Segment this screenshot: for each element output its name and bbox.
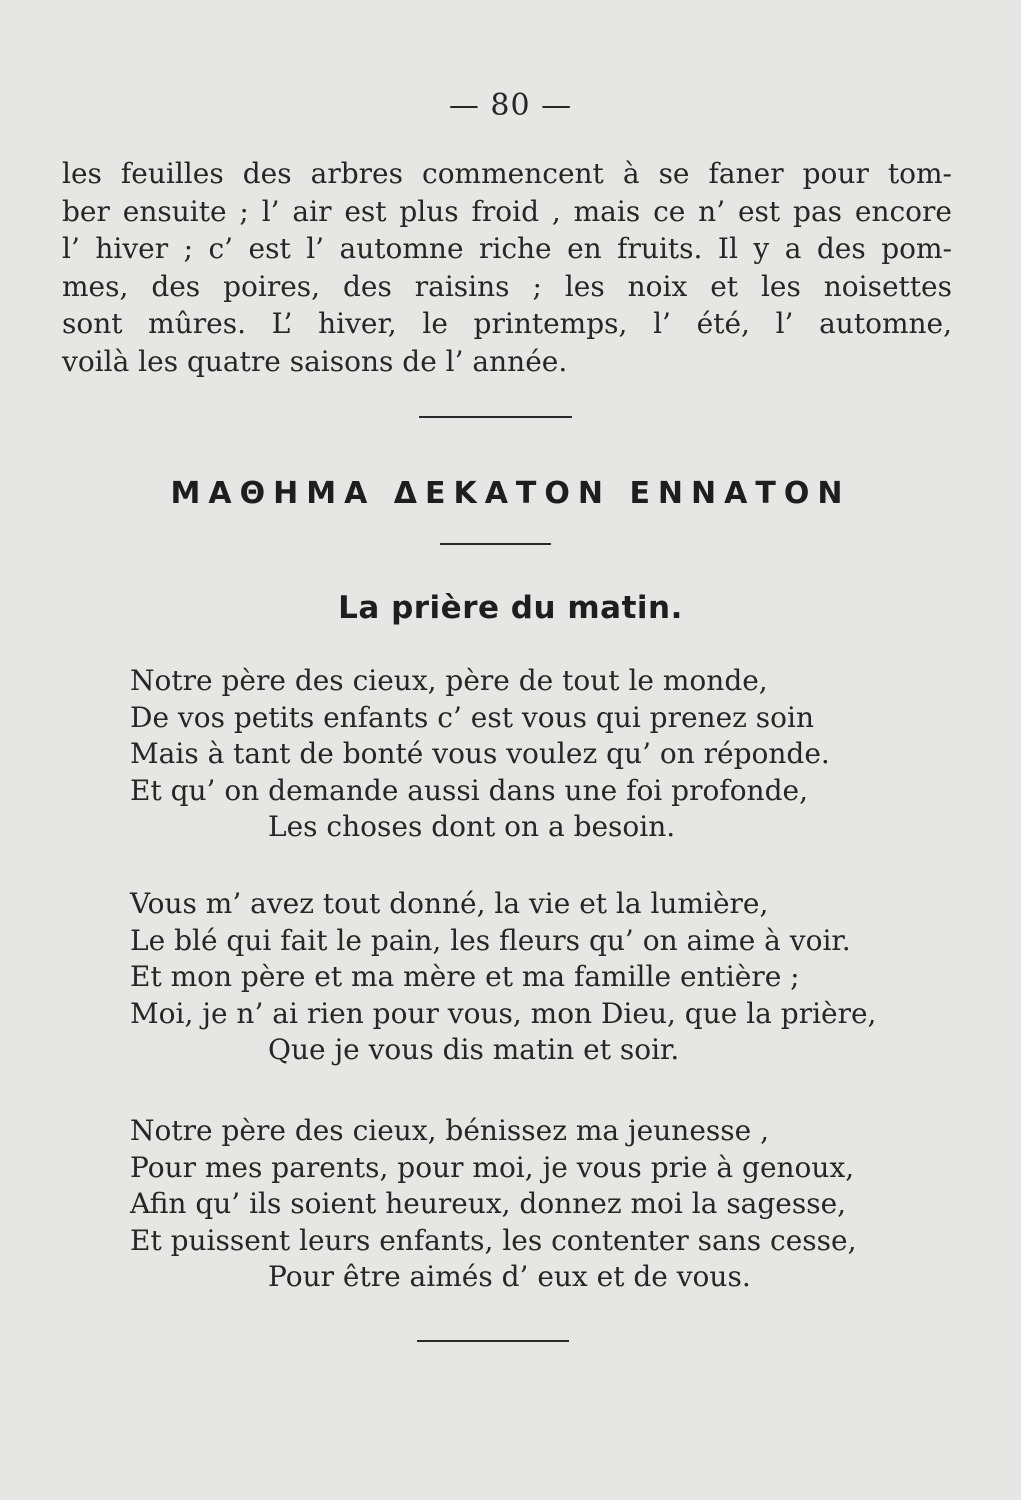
end-divider (417, 1340, 569, 1342)
poem-verse: Notre père des cieux, père de tout le monde, (130, 664, 768, 697)
section-divider (419, 416, 572, 418)
poem-verse: Et puissent leurs enfants, les contenter sans cesse, (130, 1223, 857, 1257)
prose-line: ber ensuite ; l’ air est plus froid , mais ce n’ est pas encore (62, 194, 952, 228)
prose-line: les feuilles des arbres commencent à se faner pour tom- (62, 157, 952, 190)
poem-refrain: Les choses dont on a besoin. (268, 810, 676, 843)
poem-verse: Et mon père et ma mère et ma famille entière ; (130, 960, 800, 993)
prose-line: sont mûres. L’ hiver, le printemps, l’ été, l’ automne, (62, 307, 952, 340)
poem-verse: Et qu’ on demande aussi dans une foi profonde, (130, 773, 808, 807)
poem-refrain: Que je vous dis matin et soir. (268, 1033, 680, 1066)
poem-verse: De vos petits enfants c’ est vous qui prenez soin (130, 700, 815, 734)
poem-refrain: Pour être aimés d’ eux et de vous. (268, 1260, 751, 1293)
heading-divider (440, 543, 551, 545)
poem-verse: Pour mes parents, pour moi, je vous prie à genoux, (130, 1150, 855, 1184)
poem-stanza-3 (130, 1113, 960, 1296)
poem-stanza-1 (130, 663, 960, 846)
poem-verse: Notre père des cieux, bénissez ma jeunesse , (130, 1114, 769, 1147)
poem-verse: Le blé qui fait le pain, les fleurs qu’ on aime à voir. (130, 923, 851, 957)
poem-verse: Afin qu’ ils soient heureux, donnez moi la sagesse, (130, 1187, 847, 1220)
poem-verse: Mais à tant de bonté vous voulez qu’ on réponde. (130, 737, 830, 770)
prose-line: voilà les quatre saisons de l’ année. (62, 344, 568, 378)
poem-stanza-2 (130, 886, 960, 1069)
poem-title: La prière du matin. (338, 590, 683, 626)
prose-paragraph (62, 155, 952, 380)
poem-verse: Moi, je n’ ai rien pour vous, mon Dieu, que la prière, (130, 996, 877, 1030)
prose-line: l’ hiver ; c’ est l’ automne riche en fruits. Il y a des pom- (62, 232, 952, 265)
prose-line: mes, des poires, des raisins ; les noix et les noisettes (62, 269, 952, 303)
poem-verse: Vous m’ avez tout donné, la vie et la lumière, (130, 887, 769, 920)
page-number: — 80 — (448, 88, 573, 123)
lesson-heading: ΜΑΘΗΜΑ ΔΕΚΑΤΟΝ ΕΝΝΑΤΟΝ (170, 476, 851, 511)
